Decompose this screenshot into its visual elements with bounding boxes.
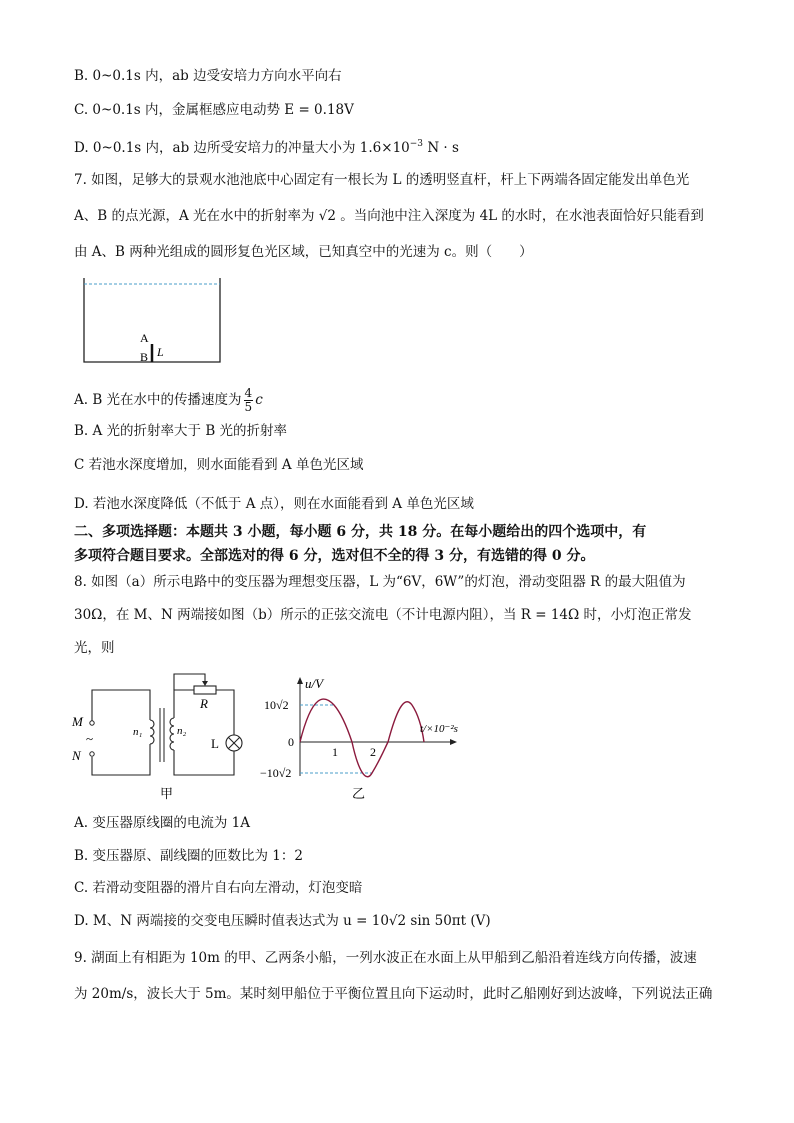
q9-stem-line1: 9. 湖面上有相距为 10m 的甲、乙两条小船，一列水波正在水面上从甲船到乙船沿着连线方向传播，波速 [74, 950, 697, 966]
graph-ymax-label: 10√2 [264, 698, 289, 712]
q7-option-a: A. B 光在水中的传播速度为 $\frac{4}{5}$ c [74, 385, 263, 414]
q8-stem-line3: 光，则 [74, 640, 115, 656]
circuit-caption: 甲 [160, 786, 174, 801]
graph-xlabel: t/×10⁻²s [420, 723, 458, 735]
q8-voltage-graph [260, 672, 470, 804]
q6-option-d: D. 0~0.1s 内，ab 边所受安培力的冲量大小为 $1.6\times 10^{-3}$ N · s [74, 139, 459, 156]
q7-label-a: A [140, 331, 149, 345]
q8-option-c: C. 若滑动变阻器的滑片自右向左滑动，灯泡变暗 [74, 880, 363, 896]
circuit-label-n1: n₁ [133, 726, 143, 738]
q7-fraction-denominator: 5 [244, 399, 253, 414]
q9-stem-line2: 为 20m/s，波长大于 5m。某时刻甲船位于平衡位置且向下运动时，此时乙船刚好到达波峰，下列说法正确 [74, 986, 713, 1002]
q6-option-c: C. 0~0.1s 内，金属框感应电动势 E = 0.18V [74, 102, 354, 118]
graph-ymin-label: −10√2 [260, 766, 292, 780]
q7-fraction-numerator: 4 [244, 385, 253, 400]
graph-ylabel: u/V [305, 676, 324, 691]
circuit-label-r: R [200, 696, 208, 711]
q8-stem-line1: 8. 如图（a）所示电路中的变压器为理想变压器，L 为“6V，6W”的灯泡，滑动变阻器 R 的最大阻值为 [74, 574, 686, 590]
q7-stem-line2: A、B 的点光源，A 光在水中的折射率为 √2 。当向池中注入深度为 4L 的水时，在水池表面恰好只能看到 [74, 208, 704, 224]
q7-label-l: L [157, 345, 164, 359]
graph-tick-2: 2 [370, 745, 376, 759]
q7-pool-figure [80, 274, 230, 366]
q7-stem-line3: 由 A、B 两种光组成的圆形复色光区域，已知真空中的光速为 c。则（ ） [74, 244, 533, 260]
q8-circuit-figure [70, 672, 250, 804]
sine-wave-curve [300, 699, 424, 777]
graph-caption: 乙 [352, 786, 366, 801]
circuit-label-m: M [72, 714, 83, 729]
circuit-label-tilde: ~ [86, 731, 94, 746]
graph-origin-label: 0 [288, 735, 294, 749]
q7-stem-line1: 7. 如图，足够大的景观水池池底中心固定有一根长为 L 的透明竖直杆，杆上下两端各固定能发出单色光 [74, 172, 690, 188]
section2-heading-line2: 多项符合题目要求。全部选对的得 6 分，选对但不全的得 3 分，有选错的得 0 分。 [74, 548, 595, 564]
q7-option-b: B. A 光的折射率大于 B 光的折射率 [74, 423, 288, 439]
q7-label-b: B [140, 350, 149, 364]
q7-option-c: C 若池水深度增加，则水面能看到 A 单色光区域 [74, 457, 364, 473]
section2-heading-line1: 二、多项选择题：本题共 3 小题，每小题 6 分，共 18 分。在每小题给出的四个选项中，有 [74, 524, 647, 540]
q8-stem-line2: 30Ω，在 M、N 两端接如图（b）所示的正弦交流电（不计电源内阻），当 R = 14Ω 时，小灯泡正常发 [74, 607, 692, 623]
q8-option-b: B. 变压器原、副线圈的匝数比为 1：2 [74, 848, 303, 864]
q7-option-d: D. 若池水深度降低（不低于 A 点），则在水面能看到 A 单色光区域 [74, 496, 474, 512]
q8-option-d: D. M、N 两端接的交变电压瞬时值表达式为 u = 10√2 sin 50πt (V) [74, 913, 491, 929]
q8-option-a: A. 变压器原线圈的电流为 1A [74, 815, 250, 831]
q6-option-b: B. 0~0.1s 内，ab 边受安培力方向水平向右 [74, 68, 342, 84]
circuit-label-n2: n₂ [177, 725, 187, 737]
circuit-label-l: L [211, 736, 219, 751]
graph-tick-1: 1 [332, 745, 338, 759]
circuit-label-n: N [72, 748, 81, 763]
rheostat-resistor [194, 686, 216, 694]
